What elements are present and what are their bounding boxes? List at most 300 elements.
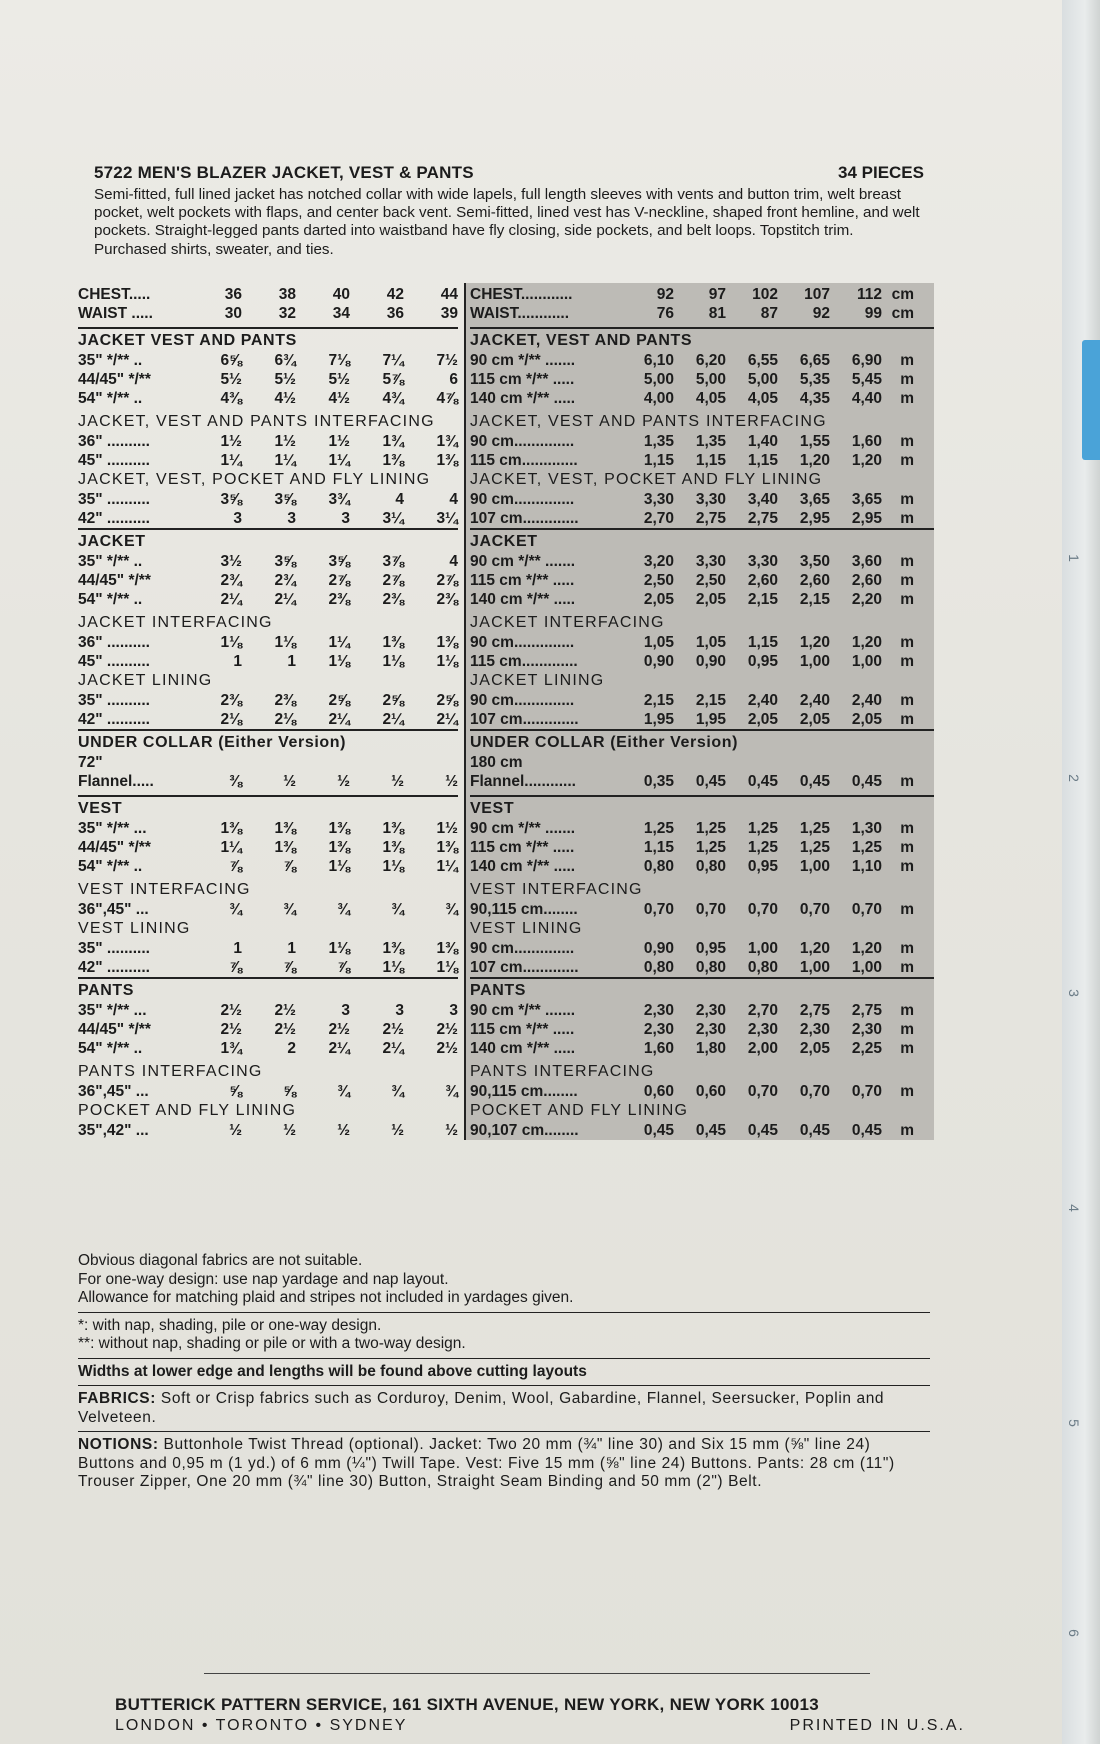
footer	[115, 1695, 965, 1735]
cell-value: 2⅜	[328, 590, 350, 608]
cell-value: 2,75	[695, 509, 726, 527]
cell-value: ⅞	[337, 958, 350, 976]
envelope-edge	[1062, 0, 1100, 1744]
cell-value: 0,95	[695, 939, 726, 957]
cell-value: 2,40	[799, 691, 830, 709]
cell-value: 2,30	[643, 1001, 674, 1019]
cell-value: 32	[278, 304, 296, 322]
cell-value: 2¼	[382, 1039, 404, 1057]
cell-value: 5,00	[695, 370, 726, 388]
cell-value: 5½	[328, 370, 350, 388]
cell-value: 1,20	[851, 939, 882, 957]
cell-value: ⅞	[229, 857, 242, 875]
cell-value: 0,70	[643, 900, 674, 918]
cell-value: 3,20	[643, 552, 674, 570]
row-label: 42" ..........	[78, 958, 150, 976]
table-row	[470, 351, 934, 370]
table-row	[470, 1121, 934, 1140]
ruler-number: 6	[1065, 1629, 1082, 1637]
cell-value: 1⅜	[274, 838, 296, 856]
table-row	[78, 285, 458, 304]
table-row	[78, 571, 458, 590]
section-title: JACKET LINING	[470, 672, 605, 689]
cell-value: 1,15	[695, 451, 726, 469]
yardage-section	[78, 528, 458, 613]
cell-value: 5,45	[851, 370, 882, 388]
cell-value: 6,20	[695, 351, 726, 369]
cell-value: 1⅜	[382, 939, 404, 957]
cell-unit: m	[900, 958, 914, 976]
yardage-section	[78, 671, 458, 729]
cell-value: 3⅝	[274, 490, 296, 508]
section-title: JACKET	[470, 533, 538, 550]
cell-value: ½	[445, 1121, 458, 1139]
cell-value: 2,25	[851, 1039, 882, 1057]
cell-value: 2,30	[747, 1020, 778, 1038]
cell-value: 34	[332, 304, 350, 322]
cell-value: 7½	[436, 351, 458, 369]
table-row	[470, 370, 934, 389]
cell-value: ⅝	[229, 1082, 242, 1100]
cell-value: 87	[760, 304, 778, 322]
table-row	[470, 590, 934, 609]
cell-value: 1,30	[851, 819, 882, 837]
row-label: 115 cm */** .....	[470, 838, 575, 856]
table-row	[78, 838, 458, 857]
cell-value: 4	[449, 490, 458, 508]
cell-value: ¾	[391, 900, 404, 918]
cell-value: 3,60	[851, 552, 882, 570]
row-label: 140 cm */** .....	[470, 857, 576, 875]
table-row	[78, 351, 458, 370]
cell-value: 2⅜	[220, 691, 242, 709]
cell-value: ⅜	[229, 772, 242, 790]
cell-value: 0,60	[695, 1082, 726, 1100]
table-row	[470, 958, 934, 977]
cell-value: 4½	[328, 389, 350, 407]
cell-value: 2½	[274, 1020, 296, 1038]
cell-value: 6,90	[851, 351, 882, 369]
cell-value: 5½	[274, 370, 296, 388]
cell-value: 1,95	[643, 710, 674, 728]
row-label: 35" */** ...	[78, 1001, 147, 1019]
row-label: 42" ..........	[78, 710, 150, 728]
table-row	[78, 1121, 458, 1140]
cell-value: 0,70	[851, 1082, 882, 1100]
yardage-section	[470, 1101, 934, 1140]
cell-value: 3	[287, 509, 296, 527]
cell-value: 1¼	[328, 451, 350, 469]
cell-value: 2,40	[747, 691, 778, 709]
cell-value: 6,10	[643, 351, 674, 369]
cell-value: ¾	[391, 1082, 404, 1100]
cell-value: 1⅜	[436, 838, 458, 856]
cell-unit: m	[900, 1039, 914, 1057]
cell-value: 4½	[274, 389, 296, 407]
yardage-section	[78, 880, 458, 919]
cell-value: 2,00	[747, 1039, 778, 1057]
table-row	[470, 285, 934, 304]
cell-value: 2¼	[220, 590, 242, 608]
row-label: 90,115 cm........	[470, 900, 578, 918]
cell-value: 1½	[220, 432, 242, 450]
section-title: POCKET AND FLY LINING	[78, 1102, 297, 1119]
pattern-number: 5722	[94, 163, 133, 182]
cell-value: 2,75	[747, 509, 778, 527]
table-row	[470, 552, 934, 571]
cell-value: 1,95	[695, 710, 726, 728]
table-row	[470, 509, 934, 528]
cell-value: 0,70	[695, 900, 726, 918]
cell-value: 1⅜	[382, 633, 404, 651]
row-label: 36",45" ...	[78, 1082, 149, 1100]
cell-value: 1,25	[643, 819, 674, 837]
table-row	[470, 838, 934, 857]
yardage-section	[78, 613, 458, 671]
cell-unit: m	[900, 939, 914, 957]
cell-value: 2½	[382, 1020, 404, 1038]
cell-value: 2,30	[643, 1020, 674, 1038]
cell-value: 2½	[220, 1020, 242, 1038]
section-title: JACKET INTERFACING	[470, 614, 665, 631]
table-row	[78, 652, 458, 671]
row-label: 107 cm.............	[470, 710, 579, 728]
cell-value: 0,45	[643, 1121, 674, 1139]
table-row	[78, 509, 458, 528]
cell-value: 3½	[220, 552, 242, 570]
cell-value: 1⅛	[274, 633, 296, 651]
publisher-address: BUTTERICK PATTERN SERVICE, 161 SIXTH AVENUE, NEW YORK, NEW YORK 10013	[115, 1695, 819, 1714]
table-row	[470, 571, 934, 590]
cell-value: 3¼	[436, 509, 458, 527]
section-title: PANTS INTERFACING	[470, 1063, 655, 1080]
cell-value: 2¼	[328, 710, 350, 728]
cell-value: 0,45	[799, 772, 830, 790]
cell-value: 2,40	[851, 691, 882, 709]
cell-value: 2¼	[382, 710, 404, 728]
cell-value: 2,60	[851, 571, 882, 589]
cell-value: 1⅛	[328, 857, 350, 875]
section-title: VEST LINING	[470, 920, 583, 937]
row-label: 54" */** ..	[78, 857, 143, 875]
table-row	[78, 1082, 458, 1101]
row-label: 35" */** ..	[78, 552, 143, 570]
cell-value: 2,30	[695, 1020, 726, 1038]
cell-value: 1,00	[799, 857, 830, 875]
cell-value: 2,15	[643, 691, 674, 709]
cell-value: ¾	[445, 1082, 458, 1100]
section-title: JACKET, VEST, POCKET AND FLY LINING	[470, 471, 823, 488]
row-label: 180 cm	[470, 753, 523, 771]
cell-value: 0,80	[643, 958, 674, 976]
cell-value: 0,90	[643, 939, 674, 957]
cell-value: 2⅝	[382, 691, 404, 709]
section-title: JACKET, VEST AND PANTS INTERFACING	[470, 413, 827, 430]
cell-value: 0,80	[695, 958, 726, 976]
cell-value: 1⅜	[220, 819, 242, 837]
cell-unit: m	[900, 351, 914, 369]
row-label: 115 cm.............	[470, 451, 578, 469]
cell-value: 2,60	[799, 571, 830, 589]
section-title: JACKET INTERFACING	[78, 614, 273, 631]
section-title: VEST INTERFACING	[78, 881, 251, 898]
cell-value: 1¼	[220, 451, 242, 469]
fabrics-body: Soft or Crisp fabrics such as Corduroy, Denim, Wool, Gabardine, Flannel, Seersucker, Poplin and Velveteen.	[78, 1390, 885, 1426]
cell-value: 0,45	[695, 1121, 726, 1139]
cell-value: 3,40	[747, 490, 778, 508]
cell-value: 6,55	[747, 351, 778, 369]
table-row	[78, 1039, 458, 1058]
cell-value: 2¾	[274, 571, 296, 589]
row-label: 107 cm.............	[470, 509, 579, 527]
section-title: UNDER COLLAR (Either Version)	[470, 734, 739, 751]
cell-value: 1¾	[436, 432, 458, 450]
pieces-count: 34 PIECES	[838, 163, 924, 182]
cell-value: 4,05	[747, 389, 778, 407]
row-label: 42" ..........	[78, 509, 150, 527]
row-label: 90 cm */** .......	[470, 819, 576, 837]
section-title: JACKET, VEST AND PANTS	[470, 332, 693, 349]
row-label: Flannel.....	[78, 772, 154, 790]
pattern-title-text: MEN'S BLAZER JACKET, VEST & PANTS	[137, 163, 474, 182]
cell-value: 36	[224, 285, 242, 303]
cell-value: 3	[449, 1001, 458, 1019]
cell-unit: m	[900, 451, 914, 469]
publisher-cities: LONDON • TORONTO • SYDNEY	[115, 1717, 408, 1734]
cell-value: 2⅜	[274, 691, 296, 709]
cell-value: 1,25	[799, 819, 830, 837]
cell-value: 1¼	[328, 633, 350, 651]
cell-value: 102	[752, 285, 778, 303]
table-row	[78, 590, 458, 609]
cell-value: 1⅜	[328, 819, 350, 837]
cell-value: 0,70	[747, 1082, 778, 1100]
cell-value: 1,20	[799, 939, 830, 957]
cell-value: 3	[341, 1001, 350, 1019]
cell-value: 0,90	[643, 652, 674, 670]
yardage-section	[470, 470, 934, 528]
yardage-section	[78, 795, 458, 880]
row-label: 90 cm..............	[470, 432, 575, 450]
cell-value: 3,30	[695, 552, 726, 570]
row-label: 54" */** ..	[78, 590, 143, 608]
row-label: 115 cm.............	[470, 652, 578, 670]
cell-value: 0,90	[695, 652, 726, 670]
cell-value: 2,50	[643, 571, 674, 589]
cell-value: 1⅜	[274, 819, 296, 837]
cell-value: 0,45	[747, 1121, 778, 1139]
cell-unit: m	[900, 490, 914, 508]
cell-value: 1,80	[695, 1039, 726, 1057]
cell-value: ½	[229, 1121, 242, 1139]
cell-value: 3	[341, 509, 350, 527]
row-label: 90 cm..............	[470, 939, 575, 957]
cell-value: 1⅛	[328, 652, 350, 670]
cell-value: 2⅞	[382, 571, 404, 589]
yardage-section	[78, 977, 458, 1062]
cell-value: 1	[287, 939, 296, 957]
cell-unit: m	[900, 652, 914, 670]
cell-value: 1,25	[695, 838, 726, 856]
row-label: CHEST............	[470, 285, 573, 303]
cell-value: 6,65	[799, 351, 830, 369]
ruler-tab	[1082, 340, 1100, 460]
printed-in: PRINTED IN U.S.A.	[789, 1717, 965, 1734]
fabrics-text	[78, 1390, 930, 1432]
row-label: 36" ..........	[78, 633, 150, 651]
cell-value: 42	[386, 285, 404, 303]
cell-value: ¾	[445, 900, 458, 918]
cell-value: 0,80	[695, 857, 726, 875]
cell-value: 0,45	[695, 772, 726, 790]
cell-value: 30	[224, 304, 242, 322]
notions-body: Buttonhole Twist Thread (optional). Jacket: Two 20 mm (¾" line 30) and Six 15 mm (⅝" line 24) Buttons and 0,95 m (1 yd.) of 6 mm (¼") Twill Tape. Vest: Five 15 mm (⅝" line 24) Buttons. Pants: 28 cm (11") Trouser Zipper, One 20 mm (¾" line 30) Button, Straight Seam Binding and 50 mm (2") Belt.	[78, 1436, 895, 1490]
cell-value: 1⅛	[436, 652, 458, 670]
table-row	[78, 552, 458, 571]
cell-value: 38	[278, 285, 296, 303]
cell-unit: m	[900, 710, 914, 728]
table-row	[470, 389, 934, 408]
cell-value: 1,35	[695, 432, 726, 450]
cell-value: 5½	[220, 370, 242, 388]
cell-value: 1,20	[851, 633, 882, 651]
row-label: 90 cm */** .......	[470, 1001, 576, 1019]
cell-value: 1¾	[382, 432, 404, 450]
row-label: WAIST .....	[78, 304, 153, 322]
cell-value: 1⅛	[220, 633, 242, 651]
cell-value: 3,30	[695, 490, 726, 508]
yardage-section	[470, 412, 934, 470]
table-row	[78, 451, 458, 470]
table-row	[78, 432, 458, 451]
cell-value: 1⅜	[436, 939, 458, 957]
row-label: 54" */** ..	[78, 389, 143, 407]
note-no-nap: **: without nap, shading or pile or with a two-way design.	[78, 1335, 930, 1359]
cell-value: ⅝	[283, 1082, 296, 1100]
cell-value: 1,00	[851, 958, 882, 976]
cell-unit: m	[900, 838, 914, 856]
yardage-section	[78, 729, 458, 795]
cell-value: 1,25	[747, 838, 778, 856]
cell-unit: m	[900, 590, 914, 608]
yardage-section	[470, 671, 934, 729]
cell-value: 4⅞	[436, 389, 458, 407]
fabrics-label: FABRICS:	[78, 1390, 156, 1407]
cell-value: 1,10	[851, 857, 882, 875]
cell-value: 1¼	[220, 838, 242, 856]
row-label: 44/45" */**	[78, 571, 151, 589]
cell-unit: m	[900, 772, 914, 790]
cell-unit: m	[900, 819, 914, 837]
yardage-section	[470, 528, 934, 613]
table-row	[470, 432, 934, 451]
cell-value: 2,95	[851, 509, 882, 527]
cell-value: 1,15	[747, 451, 778, 469]
table-row	[78, 304, 458, 323]
cell-value: ⅞	[229, 958, 242, 976]
row-label: 90 cm..............	[470, 490, 575, 508]
section-title: VEST LINING	[78, 920, 191, 937]
cell-value: 1,00	[747, 939, 778, 957]
ruler-number: 2	[1065, 774, 1082, 782]
section-title: JACKET, VEST AND PANTS INTERFACING	[78, 413, 435, 430]
cell-unit: m	[900, 1121, 914, 1139]
cell-unit: m	[900, 900, 914, 918]
cell-value: 1,05	[643, 633, 674, 651]
yardage-section	[470, 919, 934, 977]
cell-value: ½	[337, 772, 350, 790]
cell-value: 1⅛	[382, 652, 404, 670]
table-row	[78, 710, 458, 729]
yardage-table	[78, 283, 934, 1140]
cell-value: 2,05	[799, 1039, 830, 1057]
cell-unit: m	[900, 1001, 914, 1019]
yardage-section	[470, 729, 934, 795]
cell-unit: m	[900, 857, 914, 875]
row-label: WAIST............	[470, 304, 570, 322]
cell-value: 2,15	[799, 590, 830, 608]
cell-value: 1½	[274, 432, 296, 450]
yardage-column-metric	[466, 283, 934, 1140]
cell-value: ¾	[229, 900, 242, 918]
cell-value: 2,30	[799, 1020, 830, 1038]
section-title: JACKET, VEST, POCKET AND FLY LINING	[78, 471, 431, 488]
cell-value: 1⅜	[382, 451, 404, 469]
cell-value: 0,45	[747, 772, 778, 790]
cell-value: 3⅝	[328, 552, 350, 570]
cell-value: 1,25	[695, 819, 726, 837]
cell-value: 1⅜	[382, 819, 404, 837]
section-title: JACKET LINING	[78, 672, 213, 689]
table-row	[470, 710, 934, 729]
cell-value: 2,70	[643, 509, 674, 527]
cell-value: 0,70	[851, 900, 882, 918]
row-label: 90,107 cm........	[470, 1121, 579, 1139]
cell-value: 2⅞	[328, 571, 350, 589]
row-label: 115 cm */** .....	[470, 370, 575, 388]
cell-unit: m	[900, 370, 914, 388]
cell-value: 92	[656, 285, 674, 303]
table-row	[78, 772, 458, 791]
cell-value: 2½	[274, 1001, 296, 1019]
cell-value: 1,05	[695, 633, 726, 651]
table-row	[470, 1001, 934, 1020]
cell-value: 5,00	[643, 370, 674, 388]
row-label: 35" ..........	[78, 939, 150, 957]
cell-value: ¾	[337, 900, 350, 918]
table-row	[470, 900, 934, 919]
cell-value: 1⅛	[382, 857, 404, 875]
cell-value: 2	[287, 1039, 296, 1057]
note-widths: Widths at lower edge and lengths will be found above cutting layouts	[78, 1363, 930, 1387]
cell-value: 2½	[436, 1039, 458, 1057]
cell-value: 1½	[436, 819, 458, 837]
ruler-number: 1	[1065, 554, 1082, 562]
cell-unit: cm	[891, 285, 914, 303]
row-label: 72"	[78, 753, 103, 771]
cell-value: 76	[656, 304, 674, 322]
cell-value: 0,70	[799, 1082, 830, 1100]
yardage-section	[470, 613, 934, 671]
cell-value: 2,30	[695, 1001, 726, 1019]
cell-value: 1⅜	[436, 451, 458, 469]
cell-value: ½	[283, 1121, 296, 1139]
notions-label: NOTIONS:	[78, 1436, 159, 1453]
cell-unit: m	[900, 1020, 914, 1038]
cell-value: 3,30	[747, 552, 778, 570]
cell-value: 2⅝	[436, 691, 458, 709]
row-label: 140 cm */** .....	[470, 590, 576, 608]
